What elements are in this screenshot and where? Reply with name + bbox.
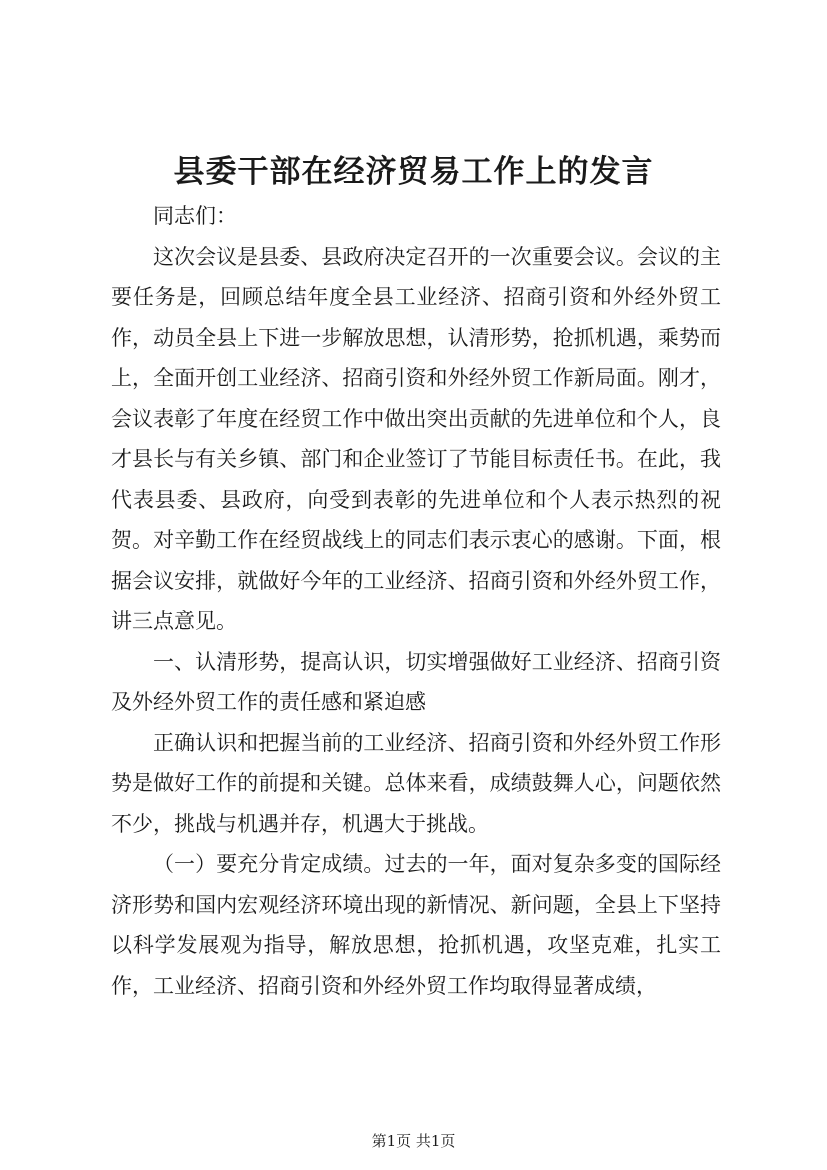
paragraph-3: （一）要充分肯定成绩。过去的一年，面对复杂多变的国际经济形势和国内宏观经济环境出现的新情况、新问题，全县上下坚持以科学发展观为指导，解放思想，抢抓机遇，攻坚克难，扎实工作，工业经济、招商引资和外经外贸工作均取得显著成绩， xyxy=(111,852,721,998)
section-heading-1: 一、认清形势，提高认识，切实增强做好工业经济、招商引资及外经外贸工作的责任感和紧迫感 xyxy=(111,649,721,714)
document-title: 县委干部在经济贸易工作上的发言 xyxy=(173,154,654,190)
page-footer: 第1页 共1页 xyxy=(371,1132,456,1150)
document-body xyxy=(111,196,721,1006)
greeting: 同志们： xyxy=(153,204,237,228)
paragraph-2: 正确认识和把握当前的工业经济、招商引资和外经外贸工作形势是做好工作的前提和关键。总体来看，成绩鼓舞人心，问题依然不少，挑战与机遇并存，机遇大于挑战。 xyxy=(111,730,721,836)
paragraph-1: 这次会议是县委、县政府决定召开的一次重要会议。会议的主要任务是，回顾总结年度全县工业经济、招商引资和外经外贸工作，动员全县上下进一步解放思想，认清形势，抢抓机遇，乘势而上，全面开创工业经济、招商引资和外经外贸工作新局面。刚才，会议表彰了年度在经贸工作中做出突出贡献的先进单位和个人，良才县长与有关乡镇、部门和企业签订了节能目标责任书。在此，我代表县委、县政府，向受到表彰的先进单位和个人表示热烈的祝贺。对辛勤工作在经贸战线上的同志们表示衷心的感谢。下面，根据会议安排，就做好今年的工业经济、招商引资和外经外贸工作，讲三点意见。 xyxy=(111,244,721,633)
